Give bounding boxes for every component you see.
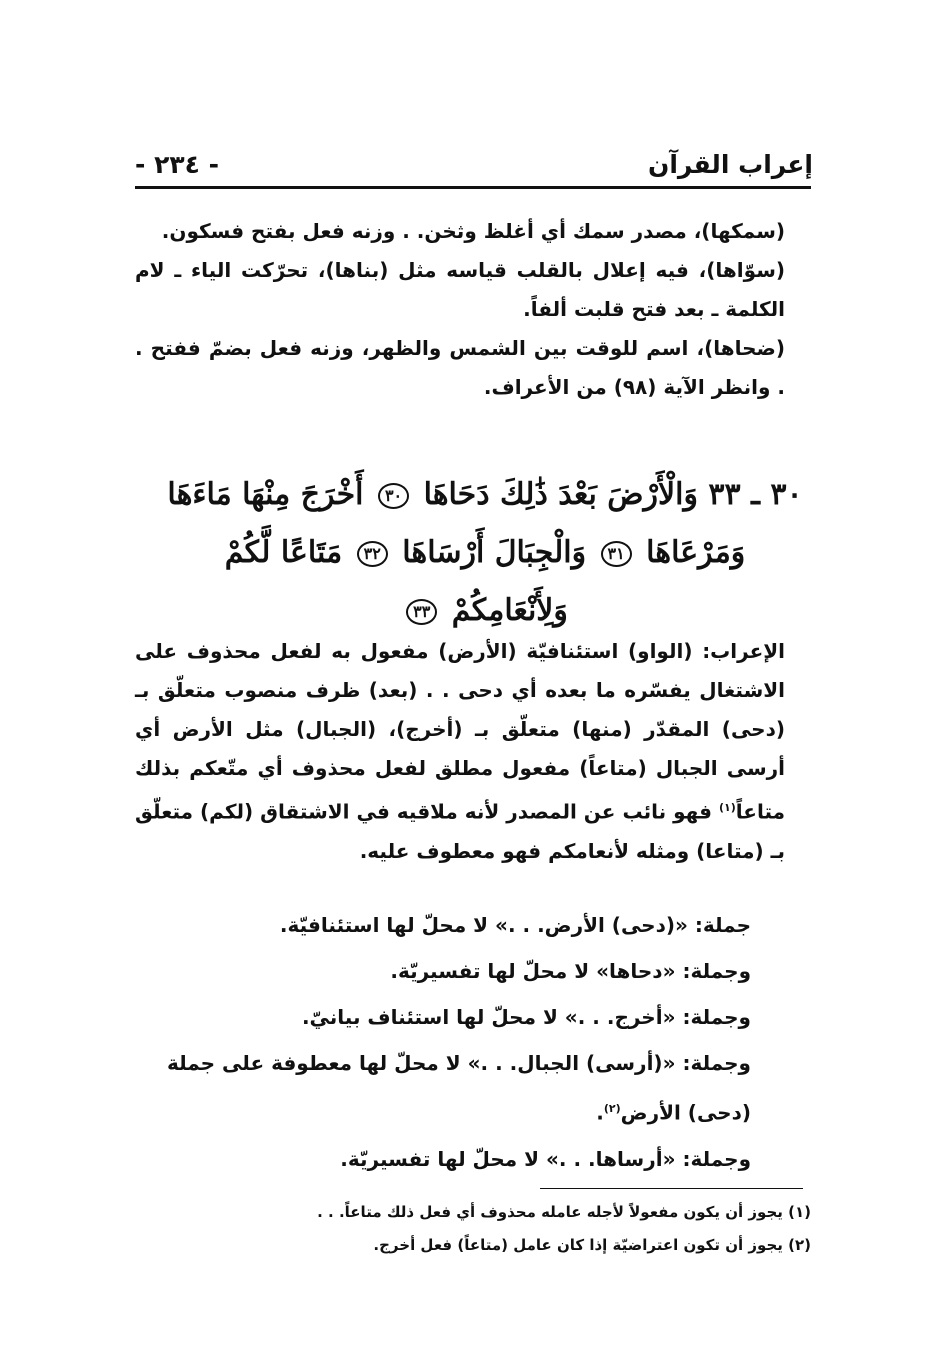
quran-verse-block xyxy=(165,466,805,640)
ayah-marker: ٣٣ xyxy=(406,599,437,625)
page-number: - ٢٣٤ - xyxy=(135,149,219,179)
footnote-ref: (١) xyxy=(718,801,736,814)
intro-paragraph: (سمكها)، مصدر سمك أي أغلظ وثخن. . وزنه فعل بفتح فسكون. xyxy=(161,219,785,243)
sentences-section xyxy=(135,902,811,1182)
book-title: إعراب القرآن xyxy=(647,149,813,179)
footnotes xyxy=(135,1196,811,1262)
irab-paragraph xyxy=(135,632,811,871)
verse-text: وَالْأَرْضَ بَعْدَ ذَٰلِكَ دَحَاهَا xyxy=(423,477,698,512)
ayah-marker: ٣١ xyxy=(601,541,632,567)
irab-text: فهو نائب عن المصدر لأنه ملاقيه في الاشتقاق (لكم) متعلّق بـ (متاعا) ومثله لأنعامكم فهو معطوف عليه. xyxy=(135,799,785,863)
sentence-line: وجملة: «أخرج. . .» لا محلّ لها استئناف بيانيّ. xyxy=(301,1005,751,1029)
verse-text: أَخْرَجَ مِنْهَا مَاءَهَا xyxy=(167,477,364,512)
irab-section xyxy=(135,632,811,871)
verse-number-range: ٣٠ ـ ٣٣ xyxy=(708,477,803,512)
sentence-line: وجملة: «دحاها» لا محلّ لها تفسيريّة. xyxy=(390,959,751,983)
footnote-divider xyxy=(540,1188,803,1189)
sentence-end: . xyxy=(596,1100,604,1125)
sentence-line: جملة: «(دحى) الأرض. . .» لا محلّ لها استئنافيّة. xyxy=(279,913,751,937)
irab-label: الإعراب: xyxy=(702,639,785,663)
footnote-2: (٢) يجوز أن تكون اعتراضيّة إذا كان عامل (متاعاً) فعل أخرج. xyxy=(373,1236,811,1254)
header-divider xyxy=(135,186,811,189)
ayah-marker: ٣٢ xyxy=(357,541,388,567)
footnote-1: (١) يجوز أن يكون مفعولاً لأجله عامله محذوف أي فعل ذلك متاعاً. . . xyxy=(317,1203,811,1221)
page-header xyxy=(135,146,813,182)
irab-text: (الواو) استئنافيّة (الأرض) مفعول به لفعل محذوف على الاشتغال يفسّره ما بعده أي دحى . . (بعد) ظرف منصوب متعلّق بـ (دحى) المقدّر (منها) متعلّق بـ (أخرج)، (الجبال) مثل الأرض أي أرسى الجبال (متاعاً) مفعول مطلق لفعل محذوف أي متّعكم بذلك متاعاً xyxy=(135,639,785,824)
sentence-text: وجملة: «(أرسى) الجبال. . .» لا محلّ لها معطوفة على جملة (دحى) الأرض xyxy=(166,1051,751,1125)
verse-line-1 xyxy=(165,466,805,524)
sentence-line xyxy=(135,1040,811,1136)
footnote-ref: (٢) xyxy=(603,1102,621,1115)
intro-paragraph: (سوّاها)، فيه إعلال بالقلب قياسه مثل (بناها)، تحرّكت الياء ـ لام الكلمة ـ بعد فتح قلبت ألفاً. xyxy=(135,258,785,321)
ayah-marker: ٣٠ xyxy=(378,483,409,509)
verse-text: مَتَاعًا لَّكُمْ وَلِأَنْعَامِكُمْ xyxy=(224,535,568,628)
sentence-line: وجملة: «أرساها. . .» لا محلّ لها تفسيريّة. xyxy=(340,1146,751,1171)
intro-paragraph: (ضحاها)، اسم للوقت بين الشمس والظهر، وزنه فعل بضمّ ففتح . . وانظر الآية (٩٨) من الأعراف. xyxy=(135,336,785,399)
intro-section xyxy=(135,212,811,407)
verse-text: وَالْجِبَالَ أَرْسَاهَا xyxy=(402,535,587,570)
verse-text: وَمَرْعَاهَا xyxy=(646,535,746,570)
verse-line-2 xyxy=(165,524,805,640)
